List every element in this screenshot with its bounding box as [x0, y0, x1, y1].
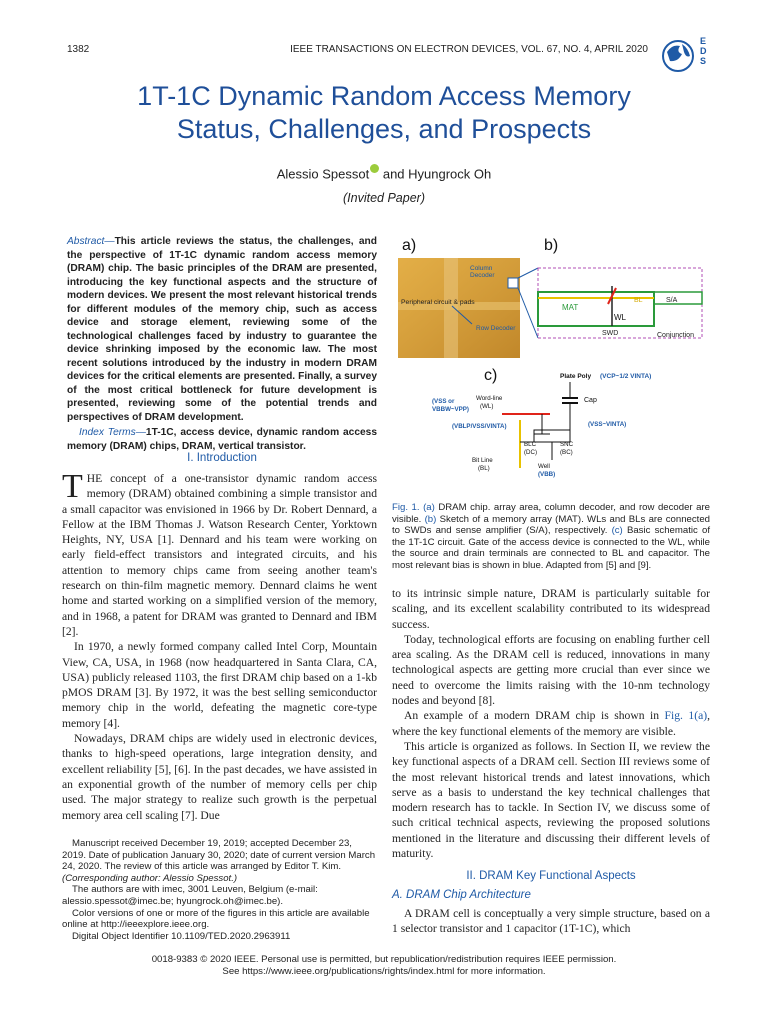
authors [0, 164, 768, 181]
bl-label: BL [634, 297, 643, 304]
eds-logo [658, 34, 712, 78]
dc-label: (DC) [524, 449, 538, 456]
paper-title [0, 80, 768, 146]
wl-label: WL [614, 313, 626, 322]
right-column [392, 586, 710, 937]
vcp-label: (VCP~1/2 VINTA) [600, 373, 652, 380]
section-intro-heading: I. Introduction [187, 452, 257, 464]
chip-row-decoder-label: Row Decoder [476, 325, 516, 332]
footnote-color: Color versions of one or more of the figures in this article are available online at http://ieeexplore.ieee.org. [62, 907, 370, 931]
logo-letters: EDS [700, 36, 707, 66]
copyright-line-1: 0018-9383 © 2020 IEEE. Personal use is permitted, but republication/redistribution requires IEEE permission. [151, 954, 617, 965]
word-line-label: Word-line [476, 395, 503, 402]
mat-label: MAT [562, 303, 579, 312]
copyright-notice [0, 954, 768, 978]
vblp-label: (VBLP/VSS/VINTA) [452, 423, 507, 430]
sa-label: S/A [666, 297, 678, 304]
footnote-doi: Digital Object Identifier 10.1109/TED.2020.2963911 [72, 930, 291, 942]
well-label: Well [538, 463, 550, 470]
right-paragraph-3b: , where the key functional elements of the memory are visible. [392, 709, 710, 738]
intro-paragraph-2: In 1970, a newly formed company called Intel Corp, Mountain View, CA, USA, in 1968 (now headquartered in Santa Clara, CA, USA) publicly released 1103, the first DRAM chip based on a 1-kb pMOS DRAM [3]. By 1972, it was the best selling semiconductor memory chip in the world, defeating the magnetic core-type memory [4]. [62, 640, 377, 730]
plate-poly-label: Plate Poly [560, 373, 592, 380]
abstract [67, 235, 377, 453]
title-line-2: Status, Challenges, and Prospects [176, 114, 592, 144]
blc-label: BLC [524, 441, 537, 448]
caption-text-b: Sketch of a memory array (MAT). WLs and BLs are connected to SWDs and sense amplifier (S/A), respectively. [392, 513, 710, 537]
subsection-chip-architecture: A. DRAM Chip Architecture [392, 888, 531, 901]
index-terms-label: Index Terms— [79, 427, 146, 438]
section-dram-heading: II. DRAM Key Functional Aspects [466, 870, 636, 883]
memory-array-sketch [538, 268, 702, 339]
chip-column-decoder-2: Decoder [470, 272, 495, 279]
chip-column-decoder-1: Column [470, 265, 493, 272]
copyright-line-2: See https://www.ieee.org/publications/rights/index.html for more information. [222, 966, 546, 977]
chip-photo [398, 258, 520, 358]
bit-line-label: Bit Line [472, 457, 493, 464]
figure-1 [392, 228, 712, 500]
caption-text-a: DRAM chip. array area, column decoder, and row decoder are visible. [392, 502, 711, 525]
footnote-corresponding: (Corresponding author: Alessio Spessot.) [62, 872, 238, 884]
caption-link-a[interactable]: (a) [423, 502, 435, 513]
right-paragraph-1: to its intrinsic simple nature, DRAM is particularly suitable for scaling, and its excellent scalability contributed to its widespread success. [392, 587, 710, 631]
fig-label-c: c) [484, 367, 498, 384]
author-2: and Hyungrock Oh [379, 166, 492, 182]
fig-1a-link[interactable]: Fig. 1(a) [664, 709, 708, 723]
intro-paragraph-1: HE concept of a one-transistor dynamic random access memory (DRAM) obtained combining a simple transistor and a small capacitor was envisioned in 1966 by Dr. Robert Dennard, a Fellow at the IBM Thomas J. Watson Research Center, Yorktown Heights, NY, USA [1]. Dennard and his team were working on early field-effect transistors and integrated circuits, and his attention to memory chips came from seeing another team's research on thin-film magnetic memory. Dennard claims he went home and started working on a simplified version of the memory, and in 1968, a patent for DRAM was granted to Dennard and IBM [2]. [62, 472, 377, 638]
left-column [62, 468, 377, 823]
abstract-text: This article reviews the status, the challenges, and the perspective of 1T-1C dynamic random access memory (DRAM) chip. The basic principles of the DRAM are presented, introducing the key functional aspects and the structure of modern devices. We present the most relevant historical trends for different modules of the memory chip, such as access device and storage element, reviewing some of the technological challenges faced by industry to guarantee the device shrinking imposed by the economic law. The most recent solutions introduced by the industry in modern DRAM devices for the critical elements are presented. Finally, a survey of the most critical bottleneck for future development is presented, reviewing some of the potential trends and perspectives of DRAM development. [67, 236, 377, 423]
snc-label: SNC [560, 441, 574, 448]
vss-vinta-label: (VSS~VINTA) [588, 421, 627, 428]
index-terms-text: 1T-1C, access device, dynamic random access memory (DRAM) chips, DRAM, vertical transistor. [67, 427, 377, 452]
footnote-manuscript: Manuscript received December 19, 2019; accepted December 23, 2019. Date of publication January 30, 2020; date of current version March 24, 2020. The review of this article was arranged by Editor T. Kim. [62, 838, 376, 873]
figure-caption [392, 502, 710, 572]
right-paragraph-2: Today, technological efforts are focusing on enabling further cell area scaling. As the DRAM cell is reduced, innovations in many technological aspects are getting more crucial than ever since we need to overcome the limits raising with the 10-nm technology nodes and beyond [8]. [392, 632, 710, 708]
caption-link-c[interactable]: (c) [611, 525, 623, 537]
swd-label: SWD [602, 330, 619, 337]
journal-header: IEEE TRANSACTIONS ON ELECTRON DEVICES, VOL. 67, NO. 4, APRIL 2020 [290, 44, 648, 55]
right-paragraph-3a: An example of a modern DRAM chip is shown in [404, 709, 665, 723]
vbb-label: (VBB) [538, 471, 556, 478]
bc-label: (BC) [560, 449, 573, 456]
fig-label-b: b) [544, 237, 559, 254]
right-paragraph-5: A DRAM cell is conceptually a very simple structure, based on a 1 selector transistor and 1 capacitor (1T-1C), which [392, 906, 710, 936]
bl-paren-label: (BL) [478, 465, 490, 472]
fig-label-a: a) [402, 237, 417, 254]
conjunction-label: Conjunction [657, 332, 694, 339]
wl-paren-label: (WL) [480, 403, 494, 410]
orcid-icon[interactable] [370, 164, 379, 173]
cap-label: Cap [584, 397, 597, 404]
author-1: Alessio Spessot [276, 166, 370, 182]
vbbw-label: VBBW~VPP) [432, 406, 469, 413]
drop-cap: T [62, 468, 83, 505]
title-line-1: 1T-1C Dynamic Random Access Memory [137, 81, 631, 111]
vss-or-label: (VSS or [432, 398, 455, 405]
right-paragraph-3 [392, 708, 710, 739]
footnotes [62, 838, 377, 942]
abstract-label: Abstract— [67, 236, 115, 247]
intro-paragraph-3: Nowadays, DRAM chips are widely used in electronic devices, thanks to high-speed operations, large integration density, and excellent reliability [5], [6]. In the past decades, we have assisted in an exponential growth of the number of memory cells per chip used. The major strategy to realize such growth is the perpetual memory area cell scaling [7]. Due [62, 732, 377, 822]
cell-schematic [432, 373, 651, 478]
invited-paper-note: (Invited Paper) [343, 191, 425, 205]
caption-fig-label: Fig. 1. [392, 502, 420, 513]
caption-text-c: Basic schematic of the 1T-1C circuit. Gate of the access device is connected to the WL, while the source and drain terminals are connected to BL and capacitor. The most relevant bias is shown in blue. Adapted from [5] and [9]. [392, 525, 710, 571]
chip-peripheral-label: Peripheral circuit & pads [401, 299, 475, 306]
page-number: 1382 [67, 44, 90, 55]
right-paragraph-4: This article is organized as follows. In Section II, we review the key functional aspects of a DRAM cell. Section III reviews some of the most relevant historical trends and latest innovations, which serve as a basis to understand the key technical challenges that modern research has to tackle. In Section IV, we discuss some of such critical technical aspects, reviewing the proposed solutions mentioned in the literature and discussing their different levels of maturity. [392, 739, 710, 861]
caption-link-b[interactable]: (b) [424, 513, 437, 525]
footnote-authors: The authors are with imec, 3001 Leuven, Belgium (e-mail: alessio.spessot@imec.be; hyungrock.oh@imec.be). [62, 884, 318, 907]
